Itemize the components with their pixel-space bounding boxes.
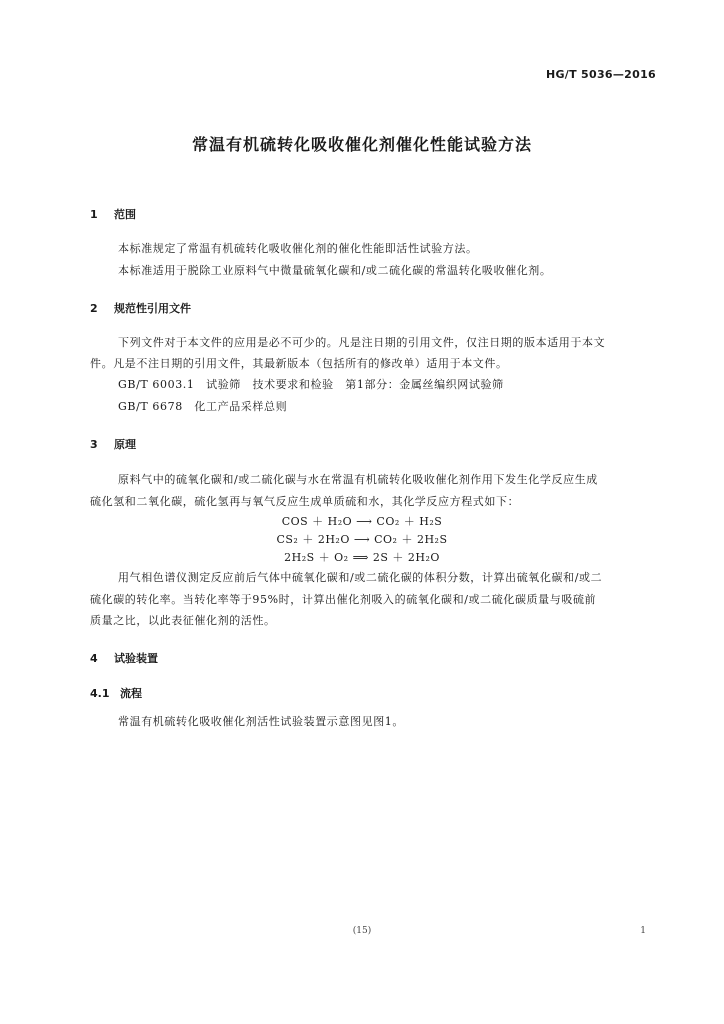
section-title: 原理 (114, 438, 136, 451)
footer-mark: 1 (640, 926, 646, 936)
section-heading-references (90, 300, 191, 316)
principle-line-3: 用气相色谱仪测定反应前后气体中硫氧化碳和/或二硫化碳的体积分数，计算出硫氧化碳和/或二 (118, 571, 603, 584)
formula-3: 2H₂S ＋ O₂ ⟹ 2S ＋ 2H₂O (284, 551, 440, 564)
section-heading-apparatus (90, 650, 158, 666)
section-heading-scope (90, 206, 136, 222)
references-intro-line-2: 件。凡是不注日期的引用文件，其最新版本（包括所有的修改单）适用于本文件。 (90, 357, 508, 370)
scope-paragraph-1: 本标准规定了常温有机硫转化吸收催化剂的催化性能即活性试验方法。 (118, 242, 478, 255)
subsection-heading-flow (90, 685, 142, 701)
section-number: 2 (90, 302, 98, 315)
section-number: 1 (90, 208, 98, 221)
section-title: 试验装置 (114, 652, 158, 665)
page-number: (15) (352, 926, 372, 936)
references-intro-line-1: 下列文件对于本文件的应用是必不可少的。凡是注日期的引用文件，仅注日期的版本适用于本文 (118, 336, 606, 349)
reference-item-2: GB/T 6678 化工产品采样总则 (118, 400, 288, 413)
section-number: 3 (90, 438, 98, 451)
principle-line-4: 硫化碳的转化率。当转化率等于95%时，计算出催化剂吸入的硫氧化碳和/或二硫化碳质量与吸硫前 (90, 593, 597, 606)
reference-item-1: GB/T 6003.1 试验筛 技术要求和检验 第1部分：金属丝编织网试验筛 (118, 378, 504, 391)
flow-paragraph: 常温有机硫转化吸收催化剂活性试验装置示意图见图1。 (118, 715, 404, 728)
scope-paragraph-2: 本标准适用于脱除工业原料气中微量硫氧化碳和/或二硫化碳的常温转化吸收催化剂。 (118, 264, 552, 277)
section-heading-principle (90, 436, 136, 452)
principle-line-5: 质量之比，以此表征催化剂的活性。 (90, 614, 276, 627)
formula-1: COS ＋ H₂O ⟶ CO₂ ＋ H₂S (281, 515, 443, 528)
section-title: 规范性引用文件 (114, 302, 191, 315)
formula-2: CS₂ ＋ 2H₂O ⟶ CO₂ ＋ 2H₂S (276, 533, 448, 546)
document-title: 常温有机硫转化吸收催化剂催化性能试验方法 (191, 135, 532, 154)
principle-line-2: 硫化氢和二氧化碳，硫化氢再与氧气反应生成单质硫和水，其化学反应方程式如下： (90, 495, 520, 508)
section-number: 4 (90, 652, 98, 665)
principle-line-1: 原料气中的硫氧化碳和/或二硫化碳与水在常温有机硫转化吸收催化剂作用下发生化学反应生成 (118, 473, 598, 486)
section-title: 流程 (120, 687, 142, 700)
standard-number: HG/T 5036—2016 (545, 68, 656, 81)
section-title: 范围 (114, 208, 136, 221)
section-number: 4.1 (90, 687, 110, 700)
